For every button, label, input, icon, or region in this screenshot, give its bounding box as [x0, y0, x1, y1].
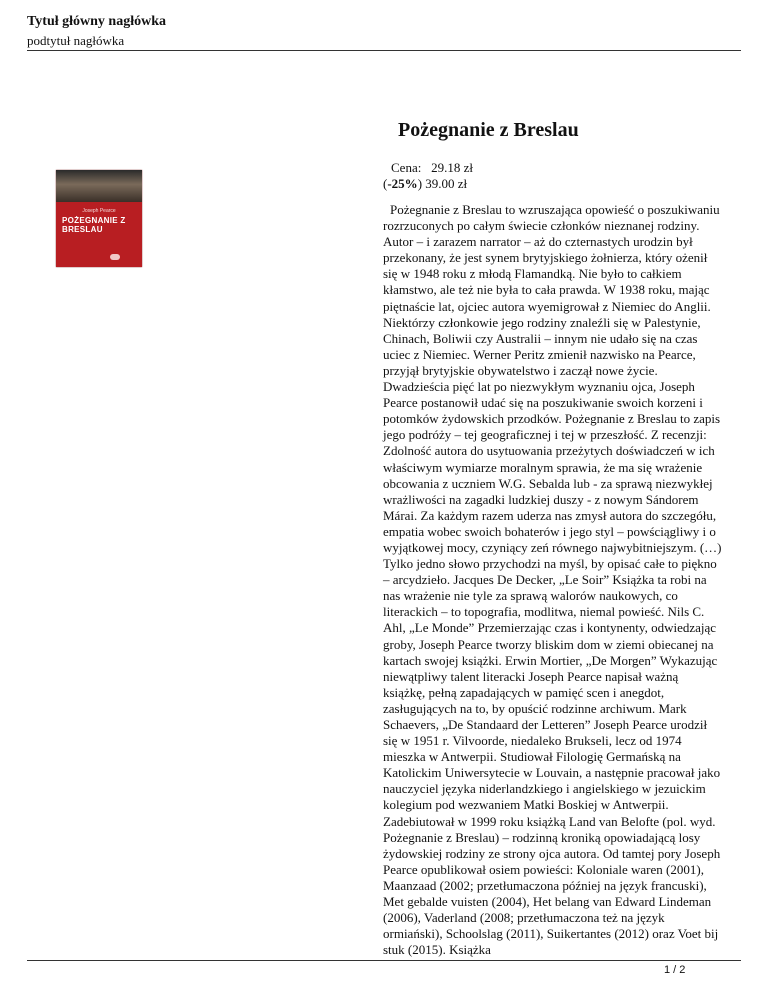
- cover-author: Joseph Pearce: [82, 208, 116, 214]
- footer-divider: [27, 960, 741, 961]
- header-title: Tytuł główny nagłówka: [27, 14, 166, 29]
- book-cover-image: [56, 170, 142, 267]
- discount-badge: -25%: [387, 176, 418, 191]
- cover-title: POŻEGNANIE Z BRESLAU: [62, 216, 126, 234]
- book-title: Pożegnanie z Breslau: [398, 119, 579, 141]
- page-number: 1 / 2: [664, 964, 686, 976]
- publisher-logo: [110, 254, 120, 260]
- price-label: Cena:: [391, 160, 422, 175]
- old-price: 39.00 zł: [425, 176, 468, 191]
- book-description: Pożegnanie z Breslau to wzruszająca opowieść o poszukiwaniu rozrzuconych po całym świecie członków nieznanej rodziny. Autor – i zarazem narrator – aż do czternastych urodzin był przekonany, że jest synem brytyjskiego żołnierza, który ożenił się w 1948 roku z młodą Flamandką. Nie było to całkiem kłamstwo, ale też nie była to cała prawda. W 1938 roku, mając piętnaście lat, ojciec autora wyemigrował z Niemiec do Anglii. Niektórzy członkowie jego rodziny znaleźli się w Palestynie, Chinach, Boliwii czy Australii – innym nie udało się na czas uciec z Niemiec. Werner Peritz zmienił nazwisko na Pearce, przyjął brytyjskie obywatelstwo i zaczął nowe życie. Dwadzieścia pięć lat po niezwykłym wyznaniu ojca, Joseph Pearce postanowił udać się na poszukiwanie swoich korzeni i potomków żydowskich przodków. Pożegnanie z Breslau to zapis jego podróży – tej geograficznej i tej w przeszłość. Z recenzji: Zdolność autora do usytuowania przeżytych doświadczeń w ich właściwym wymiarze moralnym sprawia, że ma się wrażenie obcowania z uczniem W.G. Sebalda lub - za sprawą niezwykłej wrażliwości na zagadki ludzkiej duszy - z nowym Sándorem Márai. Za każdym razem uderza nas zmysł autora do szczegółu, empatia wobec swoich bohaterów i jego styl – powściągliwy i o wyjątkowej mocy, czyniący zeń równego najwybitniejszym. (…) Tylko jedno słowo przychodzi na myśl, by opisać całe to piękno – arcydzieło. Jacques De Decker, „Le Soir” Książka ta robi na nas wrażenie nie tyle za sprawą walorów naukowych, co literackich – to topografia, modlitwa, niemal powieść. Nils C. Ahl, „Le Monde” Przemierzając czas i kontynenty, odwiedzając groby, Joseph Pearce tworzy bliskim dom w ziemi obiecanej na kartach swojej książki. Erwin Mortier, „De Morgen” Wykazując niewątpliwy talent literacki Joseph Pearce napisał ważną książkę, pełną zapadających w pamięć scen i anegdot, zasługujących na to, by opuścić rodzinne archiwum. Mark Schaevers, „De Standaard der Letteren” Joseph Pearce urodził się w 1951 r. Vilvoorde, niedaleko Brukseli, lecz od 1974 mieszka w Antwerpii. Studiował Filologię Germańską na Katolickim Uniwersytecie w Louvain, a następnie pracował jako nauczyciel języka niderlandzkiego i angielskiego w jezuickim kolegium pod wezwaniem Matki Boskiej w Antwerpii. Zadebiutował w 1999 roku książką Land van Belofte (pol. wyd. Pożegnanie z Breslau) – rodzinną kroniką opowiadającą losy żydowskiej rodziny ze strony ojca autora. Od tamtej pory Joseph Pearce opublikował osiem powieści: Koloniale waren (2001), Maanzaad (2002; przetłumaczona później na język francuski), Met gebalde vuisten (2004), Het belang van Edward Lindeman (2006), Vaderland (2008; przetłumaczona też na język ormiański), Schoolslag (2011), Suikertantes (2012) oraz Voet bij stuk (2015). Książka: [383, 202, 722, 958]
- header-subtitle: podtytuł nagłówka: [27, 33, 125, 48]
- price-block: Cena: 29.18 zł (-25%) 39.00 zł: [383, 160, 473, 191]
- header-divider: [27, 50, 741, 51]
- cover-photo: [56, 170, 142, 202]
- current-price: 29.18 zł: [431, 160, 473, 175]
